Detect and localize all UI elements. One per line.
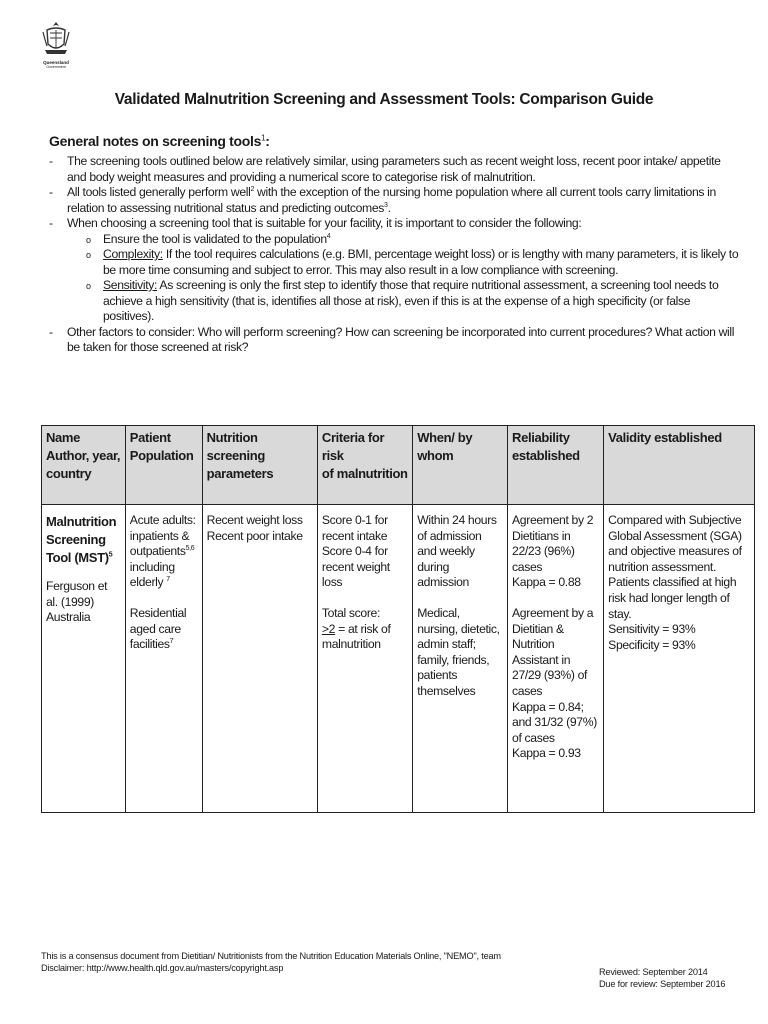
tool-name: Malnutrition Screening Tool (MST)$^5$ [46, 514, 117, 565]
header-parameters: Nutrition screening parameters [202, 426, 317, 505]
cell-validity: Compared with Subjective Global Assessment (SGA) and objective measures of nutrition assessment. Patients classified at high risk had longer length of stay. Sensitivity = 93% Specificity = 93% [604, 505, 755, 813]
cell-when: Within 24 hours of admission and weekly during admission Medical, nursing, dietetic, admin staff; family, friends, patients themselves [413, 505, 508, 813]
cell-reliability: Agreement by 2 Dietitians in 22/23 (96%) cases Kappa = 0.88 Agreement by a Dietitian & Nutrition Assistant in 27/29 (93%) of cases Kappa = 0.84; and 31/32 (97%) of cases Kappa = 0.93 [508, 505, 604, 813]
qld-government-logo [38, 20, 74, 86]
note-sub-bullet-3: o Sensitivity: As screening is only the first step to identify those that require nutritional assessment, a screening tool needs to achieve a high sensitivity (that is, identifies all those at risk), even if this is at the expense of a high specificity (or false positives). [49, 278, 739, 325]
general-notes [49, 154, 739, 356]
table-row [42, 505, 755, 813]
note-sub-bullet-2: o Complexity: If the tool requires calculations (e.g. BMI, percentage weight loss) or is lengthy with many parameters, it is likely to be more time consuming and subject to error. This may also result in a low compliance with screening. [49, 247, 739, 278]
page-title: Validated Malnutrition Screening and Assessment Tools: Comparison Guide [114, 91, 654, 108]
note-bullet-4: - Other factors to consider: Who will perform screening? How can screening be incorporated into current procedures? What action will be taken for those screened at risk? [49, 325, 739, 356]
header-when: When/ by whom [413, 426, 508, 505]
tool-author: Ferguson et al. (1999) [46, 579, 108, 609]
footer-disclaimer: Disclaimer: http://www.health.qld.gov.au/masters/copyright.asp [41, 963, 284, 973]
header-reliability: Reliability established [508, 426, 604, 505]
footer-right [599, 966, 725, 990]
logo-text: Queensland [43, 60, 69, 65]
note-bullet-2: - All tools listed generally perform well$^2$ with the exception of the nursing home population where all current tools carry limitations in relation to assessing nutritional status and predicting outcomes$^3$. [49, 185, 739, 216]
header-name: Name Author, year, country [42, 426, 126, 505]
cell-population: Acute adults: inpatients & outpatients$^{5,6}$ including elderly $^7$ Residential aged care facilities$^7$ [125, 505, 202, 813]
header-validity: Validity established [604, 426, 755, 505]
cell-parameters: Recent weight loss Recent poor intake [202, 505, 317, 813]
footer-due: Due for review: September 2016 [599, 979, 726, 989]
note-bullet-3: - When choosing a screening tool that is suitable for your facility, it is important to consider the following: [49, 216, 739, 232]
note-sub-bullet-1: o Ensure the tool is validated to the population$^4$ [49, 232, 739, 248]
comparison-table [41, 425, 755, 813]
header-criteria: Criteria for risk of malnutrition [317, 426, 412, 505]
cell-criteria: Score 0-1 for recent intake Score 0-4 for recent weight loss Total score: >2 = at risk of malnutrition [317, 505, 412, 813]
footer-left [41, 950, 501, 974]
header-population: Patient Population [125, 426, 202, 505]
crest-icon [41, 20, 71, 60]
logo-subtext: Government [46, 65, 66, 69]
footer-reviewed: Reviewed: September 2014 [599, 967, 708, 977]
tool-country: Australia [46, 610, 91, 625]
cell-name [42, 505, 126, 813]
table-header-row [42, 426, 755, 505]
note-bullet-1: - The screening tools outlined below are relatively similar, using parameters such as recent weight loss, recent poor intake/ appetite and body weight measures and providing a numerical score to categorise risk of malnutrition. [49, 154, 739, 185]
footer-consensus: This is a consensus document from Dietitian/ Nutritionists from the Nutrition Education Materials Online, "NEMO", team [41, 951, 501, 961]
notes-heading: General notes on screening tools$^1$: [49, 133, 270, 149]
